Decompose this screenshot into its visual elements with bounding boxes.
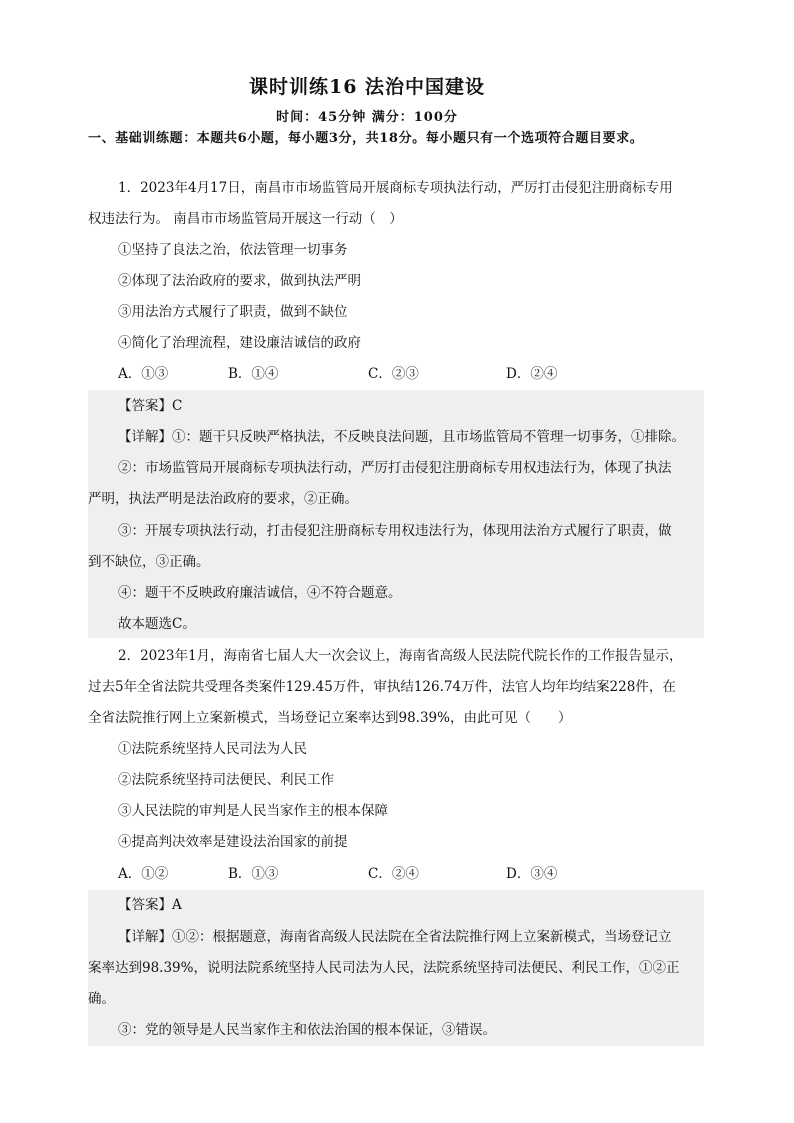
q1-stem-line1: 1．2023年4月17日，南昌市市场监管局开展商标专项执法行动，严厉打击侵犯注册商标专用	[118, 180, 673, 196]
q1-conclusion: 故本题选C。	[118, 616, 196, 632]
q1-option-c: C．②③	[368, 366, 419, 382]
q2-choice-4: ④提高判决效率是建设法治国家的前提	[118, 834, 348, 850]
q2-option-c: C．②④	[368, 866, 419, 882]
q2-option-b: B．①③	[228, 866, 279, 882]
q1-option-d: D．②④	[506, 366, 558, 382]
exam-time-score: 时间：45分钟 满分：100分	[276, 110, 458, 125]
q2-choice-2: ②法院系统坚持司法便民、利民工作	[118, 772, 334, 788]
q2-answer: 【答案】A	[118, 897, 182, 913]
q1-choice-4: ④简化了治理流程，建设廉洁诚信的政府	[118, 335, 361, 351]
q2-option-a: A．①②	[118, 866, 169, 882]
q2-stem-line3: 全省法院推行网上立案新模式，当场登记立案率达到98.39%，由此可见（ ）	[88, 710, 572, 726]
q2-choice-1: ①法院系统坚持人民司法为人民	[118, 741, 307, 757]
q1-options	[118, 364, 704, 384]
q1-detail-4: ④：题干不反映政府廉洁诚信，④不符合题意。	[118, 585, 402, 601]
q1-answer: 【答案】C	[118, 398, 183, 414]
q1-choice-3: ③用法治方式履行了职责，做到不缺位	[118, 304, 348, 320]
q1-detail-2a: ②：市场监管局开展商标专项执法行动，严厉打击侵犯注册商标专用权违法行为，体现了执法	[118, 460, 672, 476]
q2-option-d: D．③④	[506, 866, 558, 882]
q1-detail-2b: 严明，执法严明是法治政府的要求，②正确。	[88, 491, 358, 507]
q1-option-a: A．①③	[118, 366, 169, 382]
page-title: 课时训练16 法治中国建设	[248, 76, 486, 98]
q1-choice-2: ②体现了法治政府的要求，做到执法严明	[118, 273, 361, 289]
q2-detail-1b: 案率达到98.39%，说明法院系统坚持人民司法为人民，法院系统坚持司法便民、利民工作，①②正	[88, 960, 680, 976]
q2-options	[118, 864, 704, 884]
q2-detail-1c: 确。	[88, 991, 115, 1007]
q1-choice-1: ①坚持了良法之治，依法管理一切事务	[118, 242, 348, 258]
q2-stem-line1: 2．2023年1月，海南省七届人大一次会议上，海南省高级人民法院代院长作的工作报告显示，	[118, 648, 683, 664]
q2-detail-1a: 【详解】①②：根据题意，海南省高级人民法院在全省法院推行网上立案新模式，当场登记立	[118, 929, 672, 945]
q1-detail-3a: ③：开展专项执法行动，打击侵犯注册商标专用权违法行为，体现用法治方式履行了职责，做	[118, 523, 672, 539]
q1-option-b: B．①④	[228, 366, 279, 382]
q2-stem-line2: 过去5年全省法院共受理各类案件129.45万件，审执结126.74万件，法官人均年均结案228件，在	[88, 679, 676, 695]
q1-detail-3b: 到不缺位，③正确。	[88, 554, 210, 570]
q2-detail-2: ③：党的领导是人民当家作主和依法治国的根本保证，③错误。	[118, 1022, 496, 1038]
q1-detail-1: 【详解】①：题干只反映严格执法，不反映良法问题，且市场监管局不管理一切事务，①排除。	[118, 429, 685, 445]
section-heading: 一、基础训练题：本题共6小题，每小题3分，共18分。每小题只有一个选项符合题目要求。	[88, 131, 644, 146]
q2-choice-3: ③人民法院的审判是人民当家作主的根本保障	[118, 803, 388, 819]
q1-stem-line2: 权违法行为。 南昌市市场监管局开展这一行动（ ）	[88, 211, 403, 227]
